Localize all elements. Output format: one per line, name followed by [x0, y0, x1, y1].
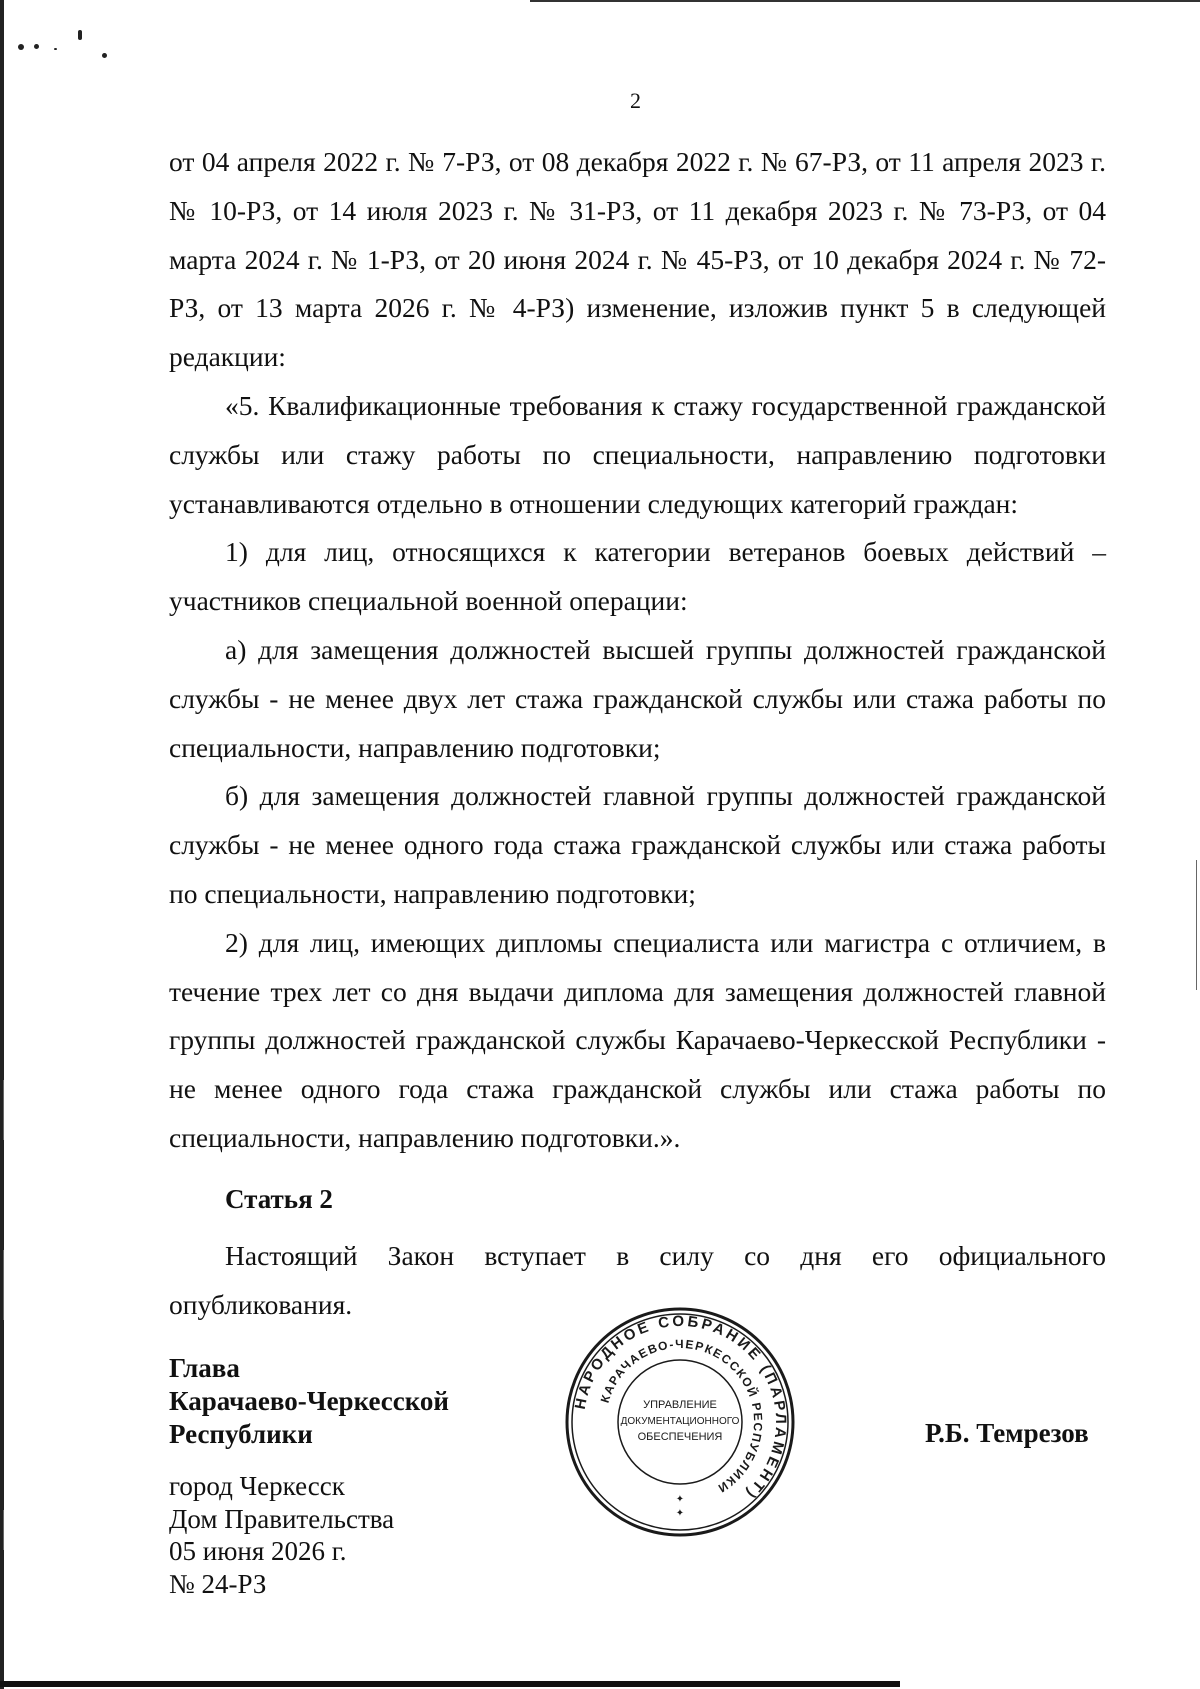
subclause-1a-paragraph: а) для замещения должностей высшей группы должностей гражданской службы - не менее двух лет стажа гражданской службы или стажа работы по специальности, направлению подготовки;	[169, 633, 1106, 763]
scan-left-edge	[0, 0, 4, 1689]
subclause-2-paragraph: 2) для лиц, имеющих дипломы специалиста или магистра с отличием, в течение трех лет со дня выдачи диплома для замещения должностей главной группы должностей гражданской службы Карачаево-Черкесской Республики - не менее одного года стажа гражданской службы или стажа работы по специальности, направлению подготовки.».	[169, 926, 1106, 1153]
seal-center-line: ОБЕСПЕЧЕНИЯ	[637, 1431, 723, 1443]
article-2-line-2: опубликования.	[169, 1288, 353, 1320]
scan-bottom-line	[0, 1681, 900, 1687]
adoption-place-and-date	[169, 1470, 394, 1600]
scan-speck	[18, 44, 24, 50]
seal-star-icon: ✦	[675, 1494, 685, 1505]
signatory-title-line: Республики	[169, 1419, 313, 1449]
scan-vertical-mark	[3, 1080, 4, 1140]
scan-vertical-mark	[1196, 860, 1197, 990]
signatory-title-line: Карачаево-Черкесской	[169, 1386, 449, 1416]
seal-star-icon: ✦	[675, 1508, 685, 1519]
place-line-building: Дом Правительства	[169, 1503, 395, 1534]
scan-speck	[54, 48, 57, 50]
article-2-heading: Статья 2	[225, 1184, 333, 1214]
scan-speck	[34, 44, 39, 49]
scan-vertical-mark	[3, 1510, 4, 1550]
amendment-references-paragraph: от 04 апреля 2022 г. № 7-РЗ, от 08 декабря 2022 г. № 67-РЗ, от 11 апреля 2023 г. № 10-РЗ, от 14 июля 2023 г. № 31-РЗ, от 11 декабря 2023 г. № 73-РЗ, от 04 марта 2024 г. № 1-РЗ, от 20 июня 2024 г. № 45-РЗ, от 10 декабря 2024 г. № 72-РЗ, от 13 марта 2026 г. № 4-РЗ) изменение, изложив пункт 5 в следующей редакции:	[169, 146, 1106, 373]
signatory-title-line: Глава	[169, 1353, 240, 1383]
seal-center-line: УПРАВЛЕНИЕ	[643, 1399, 717, 1411]
clause-5-intro-paragraph: «5. Квалификационные требования к стажу государственной гражданской службы или стажу работы по специальности, направлению подготовки устанавливаются отдельно в отношении следующих категорий граждан:	[169, 389, 1106, 519]
scan-top-line	[530, 0, 1200, 2]
official-seal-stamp	[562, 1304, 798, 1540]
seal-outer-text: НАРОДНОЕ СОБРАНИЕ (ПАРЛАМЕНТ)	[571, 1312, 790, 1504]
place-line-city: город Черкесск	[169, 1471, 345, 1501]
subclause-1-paragraph: 1) для лиц, относящихся к категории ветеранов боевых действий – участников специальной военной операции:	[169, 536, 1106, 617]
article-2-line-1: Настоящий Закон вступает в силу со дня его официального	[225, 1240, 1106, 1271]
scan-vertical-mark	[3, 1250, 4, 1320]
scan-speck	[102, 53, 107, 58]
subclause-1b-paragraph: б) для замещения должностей главной группы должностей гражданской службы - не менее одного года стажа гражданской службы или стажа работы по специальности, направлению подготовки;	[169, 780, 1106, 909]
law-body-text	[169, 138, 1106, 1163]
signatory-name: Р.Б. Темрезов	[925, 1418, 1089, 1448]
seal-center-line: ДОКУМЕНТАЦИОННОГО	[620, 1416, 740, 1427]
page-number: 2	[630, 88, 641, 113]
place-line-date: 05 июня 2026 г.	[169, 1536, 347, 1566]
seal-inner-text: КАРАЧАЕВО-ЧЕРКЕССКОЙ РЕСПУБЛИКИ	[597, 1336, 766, 1496]
scan-speck	[78, 30, 82, 40]
place-line-number: № 24-РЗ	[169, 1568, 267, 1599]
signatory-title	[169, 1352, 449, 1451]
